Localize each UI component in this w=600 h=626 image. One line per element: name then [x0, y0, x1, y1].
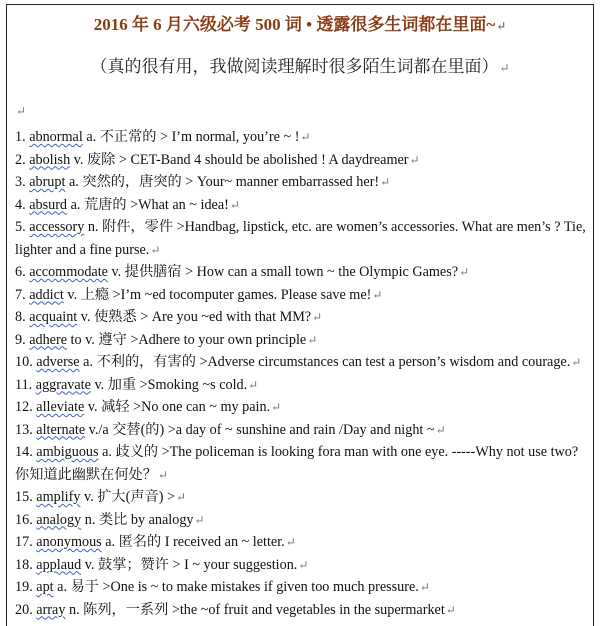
entry-word: apt — [36, 579, 54, 595]
entry-word: abrupt — [29, 174, 66, 190]
part-of-speech: to v. — [70, 331, 95, 348]
vocabulary-list — [15, 126, 587, 621]
example-sentence: >Adverse circumstances can test a person’s wisdom and courage. — [199, 354, 571, 370]
entry-number: 11. — [15, 376, 33, 393]
paragraph-mark-icon: ↵ — [571, 355, 582, 369]
example-sentence: > I ~ your suggestion. — [172, 556, 298, 573]
entry-word: aggravate — [35, 376, 91, 393]
part-of-speech: a. — [70, 196, 81, 213]
list-item — [15, 396, 587, 419]
list-item — [15, 126, 587, 149]
example-sentence: I received an ~ letter. — [164, 534, 285, 550]
example-sentence: > Your~ manner embarrassed her! — [185, 174, 380, 190]
example-sentence: >What an ~ idea! — [130, 196, 229, 213]
list-item — [15, 329, 587, 352]
list-item — [15, 441, 587, 486]
part-of-speech: v. — [83, 489, 94, 505]
chinese-meaning: 加重 — [107, 376, 137, 393]
part-of-speech: v. — [73, 151, 84, 168]
entry-word: anonymous — [36, 534, 102, 550]
entry-word: acquaint — [29, 309, 78, 325]
empty-paragraph — [15, 102, 26, 120]
part-of-speech: v./a — [88, 421, 109, 438]
entry-word: alleviate — [36, 399, 85, 415]
paragraph-mark-icon: ↵ — [298, 557, 309, 572]
paragraph-mark-icon: ↵ — [194, 512, 205, 527]
part-of-speech: v. — [67, 286, 78, 303]
page-subtitle — [0, 52, 600, 77]
entry-word: abolish — [29, 151, 71, 168]
chinese-meaning: 不利的，有害的 — [96, 354, 196, 370]
paragraph-mark-icon: ↵ — [285, 535, 296, 549]
example-sentence: >The policeman is looking fora man with one eye. -----Why not use two? 你知道此幽默在何处？ — [15, 444, 579, 483]
list-item — [15, 149, 587, 172]
entry-word: ambiguous — [36, 444, 99, 460]
list-item — [15, 419, 587, 442]
paragraph-mark-icon: ↵ — [499, 61, 510, 75]
part-of-speech: a. — [68, 174, 79, 190]
entry-word: addict — [29, 286, 64, 303]
entry-word: applaud — [36, 556, 82, 573]
list-item — [15, 306, 587, 329]
entry-number: 20. — [15, 601, 33, 618]
chinese-meaning: 不正常的 — [99, 129, 157, 145]
list-item — [15, 554, 587, 577]
entry-number: 17. — [15, 534, 33, 550]
chinese-meaning: 易于 — [70, 579, 99, 595]
paragraph-mark-icon: ↵ — [409, 152, 420, 167]
example-sentence: > — [166, 489, 175, 505]
chinese-meaning: 歧义的 — [115, 444, 159, 460]
chinese-meaning: 陈列，一系列 — [83, 601, 169, 618]
part-of-speech: v. — [87, 399, 98, 415]
chinese-meaning: 使熟悉 — [94, 309, 137, 325]
paragraph-mark-icon: ↵ — [300, 130, 311, 144]
chinese-meaning: 交替(的) — [112, 421, 165, 438]
paragraph-mark-icon: ↵ — [372, 287, 383, 302]
part-of-speech: a. — [83, 354, 94, 370]
part-of-speech: n. — [68, 601, 80, 618]
chinese-meaning: 减轻 — [101, 399, 130, 415]
entry-word: accessory — [29, 219, 85, 235]
part-of-speech: v. — [80, 309, 91, 325]
list-item — [15, 509, 587, 532]
paragraph-mark-icon: ↵ — [248, 377, 259, 392]
entry-number: 10. — [15, 354, 33, 370]
part-of-speech: v. — [111, 264, 122, 280]
paragraph-mark-icon: ↵ — [445, 602, 456, 617]
part-of-speech: a. — [102, 444, 112, 460]
entry-word: abnormal — [29, 129, 83, 145]
list-item — [15, 599, 587, 622]
title-text: 2016 年 6 月六级必考 500 词 • 透露很多生词都在里面~ — [93, 15, 496, 34]
entry-number: 14. — [15, 444, 33, 460]
entry-number: 2. — [15, 151, 26, 168]
paragraph-mark-icon: ↵ — [312, 310, 323, 324]
entry-number: 8. — [15, 309, 26, 325]
part-of-speech: a. — [86, 129, 97, 145]
entry-word: accommodate — [29, 264, 108, 280]
entry-number: 19. — [15, 579, 33, 595]
paragraph-mark-icon: ↵ — [157, 467, 168, 482]
paragraph-mark-icon: ↵ — [229, 197, 240, 212]
list-item — [15, 576, 587, 599]
list-item — [15, 531, 587, 554]
example-sentence: >the ~of fruit and vegetables in the supermarket — [171, 601, 445, 618]
page-title — [0, 10, 600, 35]
list-item — [15, 351, 587, 374]
example-sentence: by analogy — [130, 511, 194, 528]
subtitle-text: （真的很有用，我做阅读理解时很多陌生词都在里面） — [90, 57, 499, 76]
entry-number: 4. — [15, 196, 26, 213]
entry-word: adverse — [36, 354, 80, 370]
example-sentence: > Are you ~ed with that MM? — [140, 309, 312, 325]
example-sentence: > I’m normal, you’re ~ ! — [160, 129, 300, 145]
list-item — [15, 374, 587, 397]
paragraph-mark-icon: ↵ — [16, 104, 27, 118]
chinese-meaning: 类比 — [98, 511, 128, 528]
entry-word: analogy — [36, 511, 82, 528]
example-sentence: > How can a small town ~ the Olympic Games? — [185, 264, 459, 280]
paragraph-mark-icon: ↵ — [459, 265, 470, 279]
part-of-speech: a. — [105, 534, 116, 550]
chinese-meaning: 提供膳宿 — [124, 264, 182, 280]
example-sentence: >Adhere to your own principle — [130, 331, 307, 348]
chinese-meaning: 废除 — [86, 151, 116, 168]
chinese-meaning: 上瘾 — [80, 286, 110, 303]
entry-number: 6. — [15, 264, 26, 280]
entry-word: amplify — [36, 489, 81, 505]
part-of-speech: n. — [87, 219, 99, 235]
list-item — [15, 261, 587, 284]
chinese-meaning: 附件，零件 — [102, 219, 174, 235]
part-of-speech: v. — [94, 376, 105, 393]
example-sentence: >One is ~ to make mistakes if given too much pressure. — [102, 579, 419, 595]
chinese-meaning: 突然的，唐突的 — [82, 174, 182, 190]
list-item — [15, 486, 587, 509]
entry-number: 15. — [15, 489, 33, 505]
entry-word: array — [36, 601, 66, 618]
chinese-meaning: 鼓掌；赞许 — [98, 556, 169, 573]
entry-number: 1. — [15, 129, 26, 145]
chinese-meaning: 匿名的 — [118, 534, 162, 550]
list-item — [15, 284, 587, 307]
chinese-meaning: 遵守 — [98, 331, 127, 348]
list-item — [15, 216, 587, 261]
entry-number: 13. — [15, 421, 33, 438]
example-sentence: >Smoking ~s cold. — [139, 376, 248, 393]
entry-number: 3. — [15, 174, 26, 190]
paragraph-mark-icon: ↵ — [435, 422, 446, 437]
entry-number: 16. — [15, 511, 33, 528]
entry-number: 18. — [15, 556, 33, 573]
list-item — [15, 194, 587, 217]
example-sentence: >No one can ~ my pain. — [133, 399, 271, 415]
chinese-meaning: 扩大(声音) — [97, 489, 164, 505]
part-of-speech: n. — [84, 511, 96, 528]
paragraph-mark-icon: ↵ — [176, 490, 187, 504]
entry-number: 7. — [15, 286, 26, 303]
paragraph-mark-icon: ↵ — [380, 175, 391, 189]
paragraph-mark-icon: ↵ — [307, 332, 318, 347]
example-sentence: > CET-Band 4 should be abolished ! A daydreamer — [118, 151, 409, 168]
list-item — [15, 171, 587, 194]
entry-number: 9. — [15, 331, 26, 348]
example-sentence: >a day of ~ sunshine and rain /Day and night ~ — [167, 421, 435, 438]
example-sentence: >I’m ~ed tocomputer games. Please save me! — [112, 286, 372, 303]
entry-number: 5. — [15, 219, 26, 235]
paragraph-mark-icon: ↵ — [271, 400, 282, 414]
entry-word: alternate — [36, 421, 86, 438]
example-sentence: >Handbag, lipstick, etc. are women’s accessories. What are men’s ? Tie, lighter and a fine purse. — [15, 219, 586, 258]
entry-word: adhere — [29, 331, 67, 348]
chinese-meaning: 荒唐的 — [83, 196, 127, 213]
paragraph-mark-icon: ↵ — [150, 242, 161, 257]
paragraph-mark-icon: ↵ — [496, 19, 507, 33]
entry-number: 12. — [15, 399, 33, 415]
entry-word: absurd — [29, 196, 68, 213]
paragraph-mark-icon: ↵ — [419, 580, 430, 594]
part-of-speech: a. — [57, 579, 68, 595]
part-of-speech: v. — [84, 556, 95, 573]
